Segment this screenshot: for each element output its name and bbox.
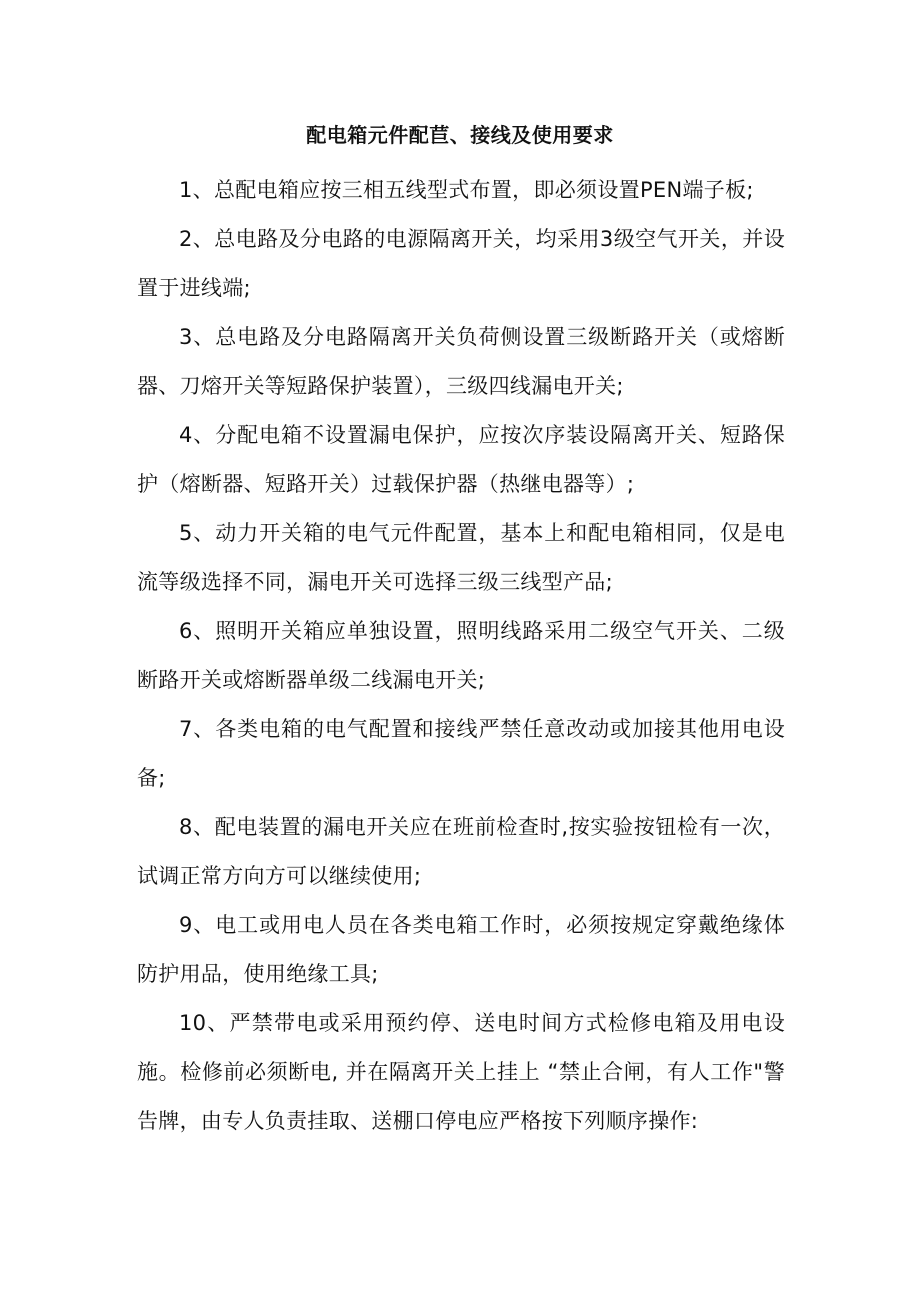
requirement-item-1: 1、总配电箱应按三相五线型式布置，即必须设置PEN端子板; [179, 178, 754, 202]
requirement-item-9: 9、电工或用电人员在各类电箱工作时，必须按规定穿戴绝缘体防护用品，使用绝缘工具; [137, 913, 785, 986]
requirement-item-4: 4、分配电箱不设置漏电保护，应按次序装设隔离开关、短路保护（熔断器、短路开关）过载保护器（热继电器等）; [137, 423, 785, 496]
requirement-item-2: 2、总电路及分电路的电源隔离开关，均采用3级空气开关，并设置于进线端; [137, 227, 785, 300]
requirement-item-5: 5、动力开关箱的电气元件配置，基本上和配电箱相同，仅是电流等级选择不同，漏电开关可选择三级三线型产品; [137, 521, 785, 594]
requirement-item-7: 7、各类电箱的电气配置和接线严禁任意改动或加接其他用电设备; [137, 717, 785, 790]
requirement-item-3: 3、总电路及分电路隔离开关负荷侧设置三级断路开关（或熔断器、刀熔开关等短路保护装置），三级四线漏电开关; [137, 325, 785, 398]
requirement-item-8: 8、配电装置的漏电开关应在班前检查时,按实验按钮检有一次，试调正常方向方可以继续使用; [137, 815, 785, 888]
document-body [137, 166, 785, 1146]
requirement-item-10: 10、严禁带电或采用预约停、送电时间方式检修电箱及用电设施。检修前必须断电, 并在隔离开关上挂上 “禁止合闸，有人工作"警告牌，由专人负责挂取、送棚口停电应严格按下列顺序操作: [137, 1011, 785, 1133]
document-title: 配电箱元件配苣、接线及使用要求 [306, 123, 614, 147]
requirement-item-6: 6、照明开关箱应单独设置，照明线路采用二级空气开关、二级断路开关或熔断器单级二线漏电开关; [137, 619, 785, 692]
